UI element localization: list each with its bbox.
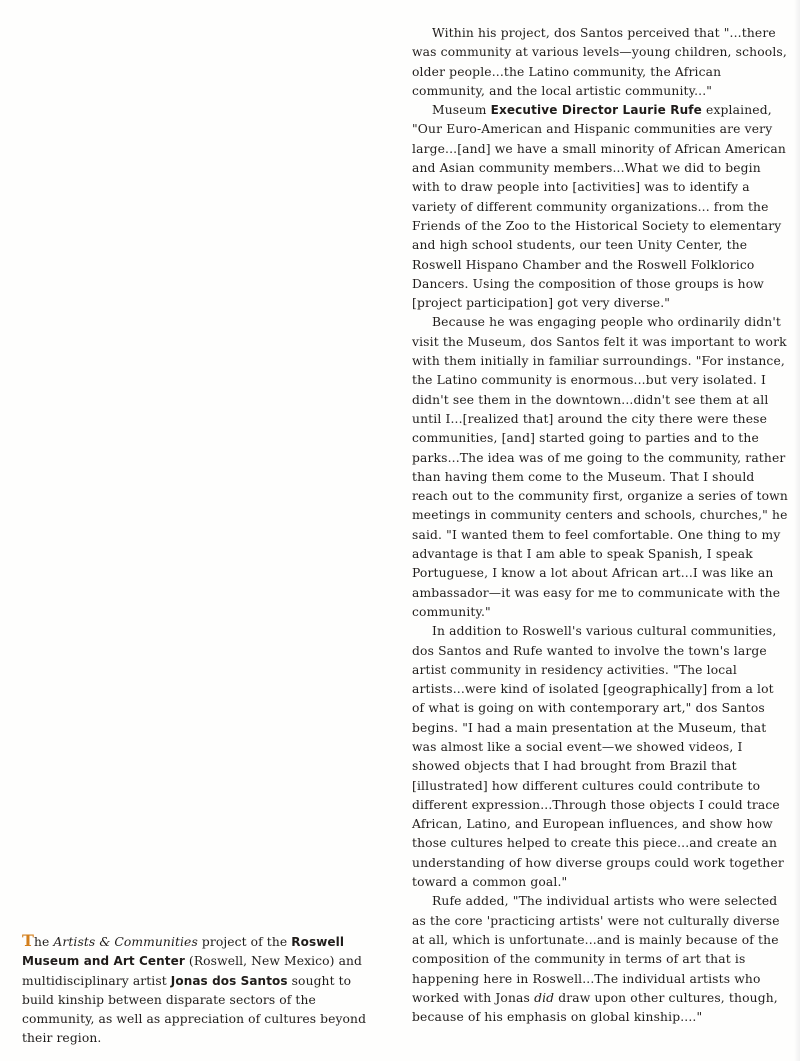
artist-name: Jonas dos Santos bbox=[170, 973, 288, 988]
page-edge-shadow bbox=[794, 0, 800, 1061]
paragraph-5 bbox=[412, 892, 788, 1027]
summary-part-3: (Roswell, New Mexico) and multidisciplinary artist bbox=[22, 954, 362, 988]
paragraph-4: In addition to Roswell's various cultural communities, dos Santos and Rufe wanted to involve the town's large artist community in residency activities. "The local artists...were kind of isolated [geographically] from a lot of what is going on with contemporary art," dos Santos begins. "I had a main presentation at the Museum, that was almost like a social event—we showed videos, I showed objects that I had brought from Brazil that [illustrated] how different cultures could contribute to different expression...Through those objects I could trace African, Latino, and European influences, and show how those cultures helped to create this piece...and create an understanding of how diverse groups could work together toward a common goal." bbox=[412, 624, 784, 890]
sidebar-summary bbox=[22, 933, 384, 1049]
main-article-column bbox=[412, 24, 788, 1027]
summary-part-4: sought to build kinship between disparate sectors of the community, as well as appreciation of cultures beyond their region. bbox=[22, 973, 367, 1046]
program-name: Artists & Communities bbox=[53, 935, 198, 949]
paragraph-3: Because he was engaging people who ordinarily didn't visit the Museum, dos Santos felt it was important to work with them initially in familiar surroundings. "For instance, the Latino community is enormous...but very isolated. I didn't see them in the downtown...didn't see them at all until I...[realized that] around the city there were these communities, [and] started going to parties and to the parks...The idea was of me going to the community, rather than having them come to the Museum. That I should reach out to the community first, organize a series of town meetings in community centers and schools, churches," he said. "I wanted them to feel comfortable. One thing to my advantage is that I am able to speak Spanish, I speak Portuguese, I know a lot about African art...I was like an ambassador—it was easy for me to communicate with the community." bbox=[412, 315, 788, 619]
summary-part-2: project of the bbox=[197, 935, 292, 949]
paragraph-2-start: Museum bbox=[432, 103, 491, 118]
paragraph-2 bbox=[412, 101, 788, 313]
paragraph-5-start: Rufe added, "The individual artists who were selected as the core 'practicing artists' were not culturally diverse at all, which is unfortunate...and is mainly because of the composition of the community in terms of art that is happening here in Roswell...The individual artists who worked with Jonas bbox=[412, 894, 780, 1005]
summary-text bbox=[22, 933, 384, 1049]
paragraph-1: Within his project, dos Santos perceived that "...there was community at various levels—young children, schools, older people...the Latino community, the African community, and the local artistic community..." bbox=[412, 26, 787, 98]
summary-part-1: he bbox=[34, 935, 54, 949]
executive-director-name: Executive Director Laurie Rufe bbox=[490, 103, 702, 118]
paragraph-5-emphasis: did bbox=[534, 990, 555, 1005]
drop-cap: T bbox=[22, 931, 35, 950]
paragraph-5-rest: draw upon other cultures, though, because of his emphasis on global kinship...." bbox=[412, 990, 778, 1025]
paragraph-2-rest: explained, "Our Euro-American and Hispanic communities are very large...[and] we have a small minority of African American and Asian community members...What we did to begin with to draw people into [activities] was to identify a variety of different community organizations... from the Friends of the Zoo to the Historical Society to elementary and high school students, our teen Unity Center, the Roswell Hispano Chamber and the Roswell Folklorico Dancers. Using the composition of those groups is how [project participation] got very diverse." bbox=[412, 103, 786, 311]
organization-name: Roswell Museum and Art Center bbox=[22, 935, 345, 969]
